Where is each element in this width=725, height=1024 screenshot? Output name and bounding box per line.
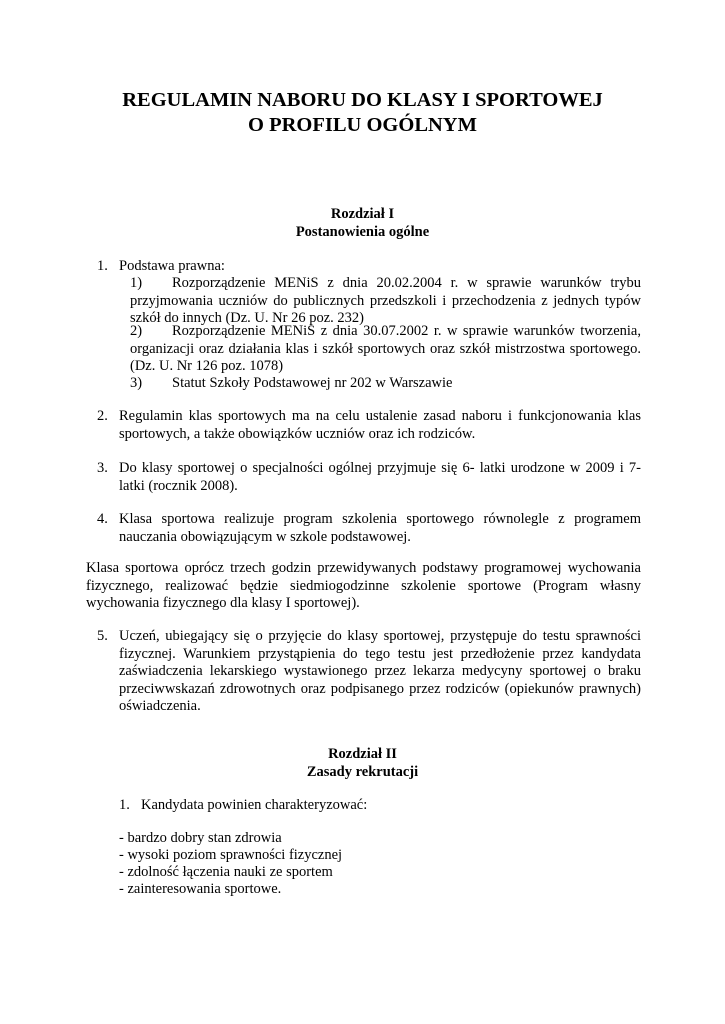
chapter-2-item-1-text: Kandydata powinien charakteryzować: [141,797,368,813]
requirement-list-item: - zainteresowania sportowe. [119,881,282,897]
item-5-text: Uczeń, ubiegający się o przyjęcie do klasy sportowej, przystępuje do testu sprawności fizycznej. Warunkiem przystąpienia do tego testu jest przedłożenie przez kandydata zaświadczenia lekarskiego wystawionego przez lekarza medycyny sportowej o braku przeciwwskazań zdrowotnych oraz podpisanego przez rodziców (opiekunów prawnych) oświadczenia. [119,628,641,715]
item-2-number: 2. [97,408,108,424]
chapter-2-name: Zasady rekrutacji [306,764,419,780]
subitem-number: 2) [130,323,143,339]
document-title-line-2: O PROFILU OGÓLNYM [248,114,477,136]
item-5-number: 5. [97,628,108,644]
legal-basis-subitem [130,275,641,328]
item-3-text: Do klasy sportowej o specjalności ogólnej przyjmuje się 6- latki urodzone w 2009 i 7- latki (rocznik 2008). [119,460,641,494]
item-3-number: 3. [97,460,108,476]
item-1-number: 1. [97,258,108,274]
chapter-2-item-1-number: 1. [119,797,130,813]
requirement-list-item: - wysoki poziom sprawności fizycznej [119,847,343,863]
item-2-text: Regulamin klas sportowych ma na celu ustalenie zasad naboru i funkcjonowania klas sportowych, a także obowiązków uczniów oraz ich rodziców. [119,408,641,442]
item-4-number: 4. [97,511,108,527]
chapter-1-number: Rozdział I [330,206,395,222]
requirement-list-item: - bardzo dobry stan zdrowia [119,830,282,846]
item-1-text: Podstawa prawna: [119,258,225,274]
subitem-text: Rozporządzenie MENiS z dnia 20.02.2004 r. w sprawie warunków trybu przyjmowania uczniów do publicznych przedszkoli i przechodzenia z jednych typów szkół do innych (Dz. U. Nr 26 poz. 232) [130,275,641,327]
legal-basis-subitem [130,375,641,393]
subitem-text: Statut Szkoły Podstawowej nr 202 w Warszawie [172,375,453,391]
item-4-text: Klasa sportowa realizuje program szkolenia sportowego równolegle z programem nauczania obowiązującym w szkole podstawowej. [119,511,641,545]
requirement-list-item: - zdolność łączenia nauki ze sportem [119,864,333,880]
sports-class-paragraph: Klasa sportowa oprócz trzech godzin przewidywanych podstawy programowej wychowania fizycznego, realizować będzie siedmiogodzinne szkolenie sportowe (Program własny wychowania fizycznego dla klasy I sportowej). [86,560,641,612]
subitem-text: Rozporządzenie MENiS z dnia 30.07.2002 r. w sprawie warunków tworzenia, organizacji oraz działania klas i szkół sportowych oraz szkół mistrzostwa sportowego. (Dz. U. Nr 126 poz. 1078) [130,323,641,375]
legal-basis-subitem [130,323,641,376]
chapter-1-name: Postanowienia ogólne [295,224,430,240]
document-title-line-1: REGULAMIN NABORU DO KLASY I SPORTOWEJ [122,89,603,111]
chapter-2-number: Rozdział II [328,746,397,762]
subitem-number: 1) [130,275,143,291]
subitem-number: 3) [130,375,143,391]
